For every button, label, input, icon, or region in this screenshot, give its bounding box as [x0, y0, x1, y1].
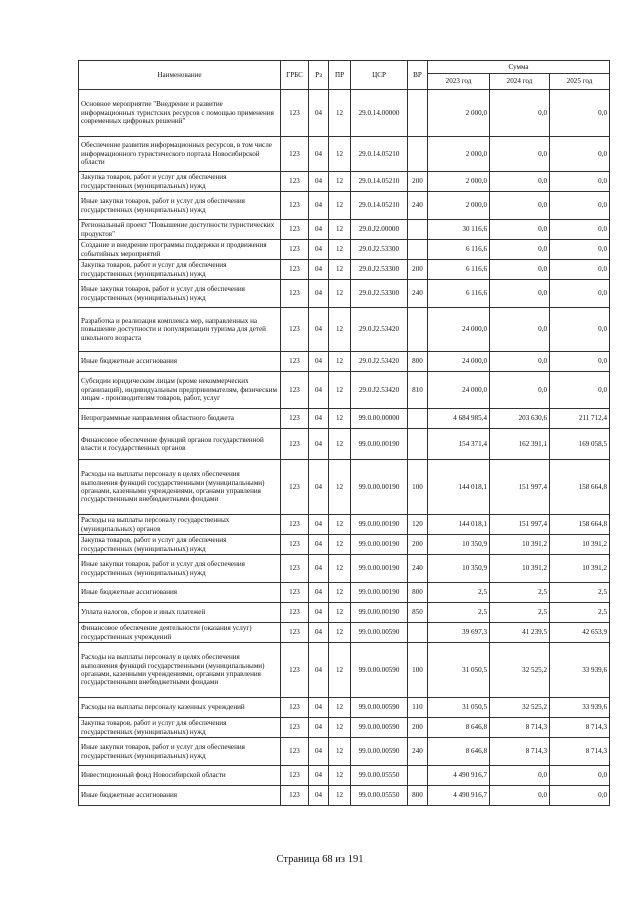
cell-y2: 0,0 [490, 308, 550, 352]
cell-y2: 0,0 [490, 372, 550, 409]
cell-pr: 12 [329, 90, 351, 137]
table-row [79, 172, 610, 192]
cell-csr: 29.0.14.05210 [351, 192, 408, 220]
cell-rz: 04 [309, 137, 329, 172]
cell-vr [408, 308, 428, 352]
cell-name: Инвестиционный фонд Новосибирской области [79, 766, 281, 786]
col-header-grbs: ГРБС [281, 61, 309, 90]
cell-pr: 12 [329, 603, 351, 623]
cell-y1: 39 697,3 [428, 623, 490, 643]
cell-y2: 2,5 [490, 583, 550, 603]
cell-pr: 12 [329, 308, 351, 352]
col-header-2024: 2024 год [490, 74, 550, 90]
cell-rz: 04 [309, 766, 329, 786]
col-header-2025: 2025 год [550, 74, 610, 90]
table-row [79, 555, 610, 583]
table-body [79, 90, 610, 806]
cell-y2: 0,0 [490, 172, 550, 192]
cell-y3: 33 939,6 [550, 643, 610, 698]
cell-csr: 99.0.00.00190 [351, 583, 408, 603]
cell-pr: 12 [329, 240, 351, 260]
cell-pr: 12 [329, 260, 351, 280]
cell-pr: 12 [329, 583, 351, 603]
cell-name: Иные закупки товаров, работ и услуг для обеспечения государственных (муниципальных) нужд [79, 555, 281, 583]
cell-vr: 850 [408, 603, 428, 623]
cell-grbs: 123 [281, 555, 309, 583]
cell-y3: 0,0 [550, 372, 610, 409]
cell-rz: 04 [309, 260, 329, 280]
cell-name: Создание и внедрение программы поддержки и продвижения событийных мероприятий [79, 240, 281, 260]
cell-rz: 04 [309, 718, 329, 738]
table-row [79, 603, 610, 623]
table-row [79, 260, 610, 280]
table-row [79, 429, 610, 460]
cell-grbs: 123 [281, 738, 309, 766]
cell-csr: 99.0.00.05550 [351, 786, 408, 806]
cell-vr [408, 766, 428, 786]
table-row [79, 137, 610, 172]
cell-vr [408, 623, 428, 643]
cell-y2: 0,0 [490, 766, 550, 786]
table-row [79, 718, 610, 738]
cell-y3: 158 664,8 [550, 460, 610, 515]
cell-y2: 8 714,3 [490, 718, 550, 738]
cell-vr: 240 [408, 192, 428, 220]
cell-y3: 0,0 [550, 220, 610, 240]
cell-name: Расходы на выплаты персоналу в целях обеспечения выполнения функций государственными (муниципальными) органами, казенными учреждениями, органами управления государственными внебюджетными фондами [79, 643, 281, 698]
cell-name: Иные закупки товаров, работ и услуг для обеспечения государственных (муниципальных) нужд [79, 280, 281, 308]
cell-y3: 2,5 [550, 583, 610, 603]
cell-csr: 99.0.00.00190 [351, 460, 408, 515]
table-row [79, 623, 610, 643]
cell-y3: 0,0 [550, 260, 610, 280]
cell-y3: 158 664,8 [550, 515, 610, 535]
cell-y2: 0,0 [490, 192, 550, 220]
cell-name: Субсидии юридическим лицам (кроме некоммерческих организаций), индивидуальным предпринимателям, физическим лицам - производителям товаров, работ, услуг [79, 372, 281, 409]
cell-grbs: 123 [281, 603, 309, 623]
cell-vr [408, 429, 428, 460]
table-row [79, 240, 610, 260]
cell-y1: 4 490 916,7 [428, 766, 490, 786]
cell-y3: 211 712,4 [550, 409, 610, 429]
cell-y1: 144 018,1 [428, 515, 490, 535]
cell-y3: 0,0 [550, 766, 610, 786]
col-header-pr: ПР [329, 61, 351, 90]
budget-table [78, 60, 610, 806]
cell-y1: 2 000,0 [428, 192, 490, 220]
cell-pr: 12 [329, 352, 351, 372]
cell-y2: 151 997,4 [490, 515, 550, 535]
cell-y1: 10 350,9 [428, 535, 490, 555]
cell-pr: 12 [329, 137, 351, 172]
cell-grbs: 123 [281, 718, 309, 738]
cell-grbs: 123 [281, 172, 309, 192]
cell-y1: 4 684 985,4 [428, 409, 490, 429]
cell-grbs: 123 [281, 308, 309, 352]
cell-pr: 12 [329, 429, 351, 460]
cell-pr: 12 [329, 409, 351, 429]
cell-vr [408, 409, 428, 429]
cell-pr: 12 [329, 535, 351, 555]
cell-vr: 240 [408, 280, 428, 308]
cell-rz: 04 [309, 623, 329, 643]
cell-y2: 0,0 [490, 260, 550, 280]
col-header-rz: Рз [309, 61, 329, 90]
cell-grbs: 123 [281, 90, 309, 137]
page-number: Страница 68 из 191 [276, 854, 364, 865]
table-row [79, 460, 610, 515]
cell-rz: 04 [309, 352, 329, 372]
cell-csr: 99.0.00.00590 [351, 698, 408, 718]
cell-y2: 41 239,5 [490, 623, 550, 643]
cell-y1: 31 050,5 [428, 643, 490, 698]
cell-pr: 12 [329, 172, 351, 192]
table-row [79, 515, 610, 535]
cell-pr: 12 [329, 280, 351, 308]
cell-name: Расходы на выплаты персоналу казенных учреждений [79, 698, 281, 718]
cell-csr: 29.0.14.05210 [351, 172, 408, 192]
cell-csr: 99.0.00.00190 [351, 535, 408, 555]
cell-y1: 8 646,8 [428, 718, 490, 738]
cell-pr: 12 [329, 192, 351, 220]
cell-vr: 240 [408, 555, 428, 583]
cell-y3: 10 391,2 [550, 535, 610, 555]
cell-y3: 2,5 [550, 603, 610, 623]
cell-y3: 0,0 [550, 308, 610, 352]
cell-grbs: 123 [281, 535, 309, 555]
cell-rz: 04 [309, 280, 329, 308]
table-row [79, 372, 610, 409]
cell-rz: 04 [309, 240, 329, 260]
cell-y1: 31 050,5 [428, 698, 490, 718]
cell-name: Расходы на выплаты персоналу государственных (муниципальных) органов [79, 515, 281, 535]
cell-y3: 0,0 [550, 90, 610, 137]
table-row [79, 90, 610, 137]
cell-pr: 12 [329, 515, 351, 535]
table-row [79, 766, 610, 786]
cell-y2: 32 525,2 [490, 643, 550, 698]
cell-csr: 29.0.J2.00000 [351, 220, 408, 240]
cell-pr: 12 [329, 555, 351, 583]
cell-y3: 8 714,3 [550, 718, 610, 738]
cell-vr [408, 137, 428, 172]
col-header-csr: ЦСР [351, 61, 408, 90]
cell-name: Закупка товаров, работ и услуг для обеспечения государственных (муниципальных) нужд [79, 718, 281, 738]
table-row [79, 352, 610, 372]
cell-pr: 12 [329, 623, 351, 643]
cell-pr: 12 [329, 786, 351, 806]
cell-rz: 04 [309, 409, 329, 429]
cell-y3: 0,0 [550, 240, 610, 260]
cell-name: Региональный проект "Повышение доступности туристических продуктов" [79, 220, 281, 240]
cell-vr: 200 [408, 172, 428, 192]
cell-name: Иные закупки товаров, работ и услуг для обеспечения государственных (муниципальных) нужд [79, 738, 281, 766]
cell-y2: 10 391,2 [490, 555, 550, 583]
col-header-vr: ВР [408, 61, 428, 90]
cell-grbs: 123 [281, 220, 309, 240]
cell-name: Разработка и реализация комплекса мер, направленных на повышение доступности и популяризации туризма для детей школьного возраста [79, 308, 281, 352]
cell-y3: 10 391,2 [550, 555, 610, 583]
cell-y2: 162 391,1 [490, 429, 550, 460]
cell-pr: 12 [329, 643, 351, 698]
cell-csr: 99.0.00.00590 [351, 718, 408, 738]
col-header-sum: Сумма [428, 61, 610, 74]
cell-y1: 10 350,9 [428, 555, 490, 583]
cell-csr: 99.0.00.00000 [351, 409, 408, 429]
cell-rz: 04 [309, 738, 329, 766]
cell-grbs: 123 [281, 192, 309, 220]
cell-grbs: 123 [281, 280, 309, 308]
cell-name: Уплата налогов, сборов и иных платежей [79, 603, 281, 623]
cell-vr: 240 [408, 738, 428, 766]
table-row [79, 280, 610, 308]
cell-rz: 04 [309, 192, 329, 220]
cell-y3: 0,0 [550, 192, 610, 220]
table-row [79, 583, 610, 603]
cell-rz: 04 [309, 460, 329, 515]
cell-grbs: 123 [281, 460, 309, 515]
cell-rz: 04 [309, 308, 329, 352]
cell-rz: 04 [309, 429, 329, 460]
cell-grbs: 123 [281, 352, 309, 372]
cell-csr: 29.0.J2.53300 [351, 280, 408, 308]
cell-rz: 04 [309, 698, 329, 718]
cell-vr: 800 [408, 583, 428, 603]
cell-rz: 04 [309, 603, 329, 623]
cell-csr: 29.0.14.05210 [351, 137, 408, 172]
cell-y2: 10 391,2 [490, 535, 550, 555]
cell-csr: 99.0.00.00590 [351, 623, 408, 643]
cell-pr: 12 [329, 718, 351, 738]
cell-name: Закупка товаров, работ и услуг для обеспечения государственных (муниципальных) нужд [79, 260, 281, 280]
cell-rz: 04 [309, 90, 329, 137]
cell-y1: 24 000,0 [428, 352, 490, 372]
cell-grbs: 123 [281, 409, 309, 429]
table-row [79, 192, 610, 220]
cell-rz: 04 [309, 535, 329, 555]
cell-csr: 99.0.00.00590 [351, 738, 408, 766]
cell-rz: 04 [309, 555, 329, 583]
cell-vr: 100 [408, 643, 428, 698]
cell-vr: 200 [408, 535, 428, 555]
cell-grbs: 123 [281, 583, 309, 603]
cell-name: Иные бюджетные ассигнования [79, 352, 281, 372]
cell-y3: 0,0 [550, 352, 610, 372]
cell-csr: 99.0.00.00190 [351, 429, 408, 460]
cell-rz: 04 [309, 583, 329, 603]
cell-y1: 6 116,6 [428, 260, 490, 280]
cell-y2: 0,0 [490, 220, 550, 240]
cell-csr: 29.0.J2.53420 [351, 352, 408, 372]
cell-csr: 29.0.J2.53300 [351, 260, 408, 280]
cell-name: Основное мероприятие "Внедрение и развитие информационных туристских ресурсов с помощью применения современных цифровых решений" [79, 90, 281, 137]
table-row [79, 698, 610, 718]
cell-name: Иные закупки товаров, работ и услуг для обеспечения государственных (муниципальных) нужд [79, 192, 281, 220]
cell-y2: 32 525,2 [490, 698, 550, 718]
cell-vr [408, 90, 428, 137]
cell-pr: 12 [329, 698, 351, 718]
cell-y2: 8 714,3 [490, 738, 550, 766]
col-header-2023: 2023 год [428, 74, 490, 90]
cell-name: Закупка товаров, работ и услуг для обеспечения государственных (муниципальных) нужд [79, 172, 281, 192]
cell-rz: 04 [309, 220, 329, 240]
cell-name: Закупка товаров, работ и услуг для обеспечения государственных (муниципальных) нужд [79, 535, 281, 555]
cell-csr: 99.0.00.00190 [351, 555, 408, 583]
cell-csr: 99.0.00.00190 [351, 603, 408, 623]
cell-pr: 12 [329, 220, 351, 240]
cell-rz: 04 [309, 372, 329, 409]
cell-csr: 99.0.00.00190 [351, 515, 408, 535]
cell-y2: 0,0 [490, 90, 550, 137]
budget-table-container [78, 60, 609, 806]
table-row [79, 786, 610, 806]
cell-y2: 2,5 [490, 603, 550, 623]
cell-grbs: 123 [281, 240, 309, 260]
cell-vr: 200 [408, 718, 428, 738]
cell-y2: 151 997,4 [490, 460, 550, 515]
cell-grbs: 123 [281, 698, 309, 718]
cell-vr: 200 [408, 260, 428, 280]
cell-name: Непрограммные направления областного бюджета [79, 409, 281, 429]
cell-rz: 04 [309, 643, 329, 698]
cell-pr: 12 [329, 372, 351, 409]
table-row [79, 738, 610, 766]
cell-csr: 99.0.00.05550 [351, 766, 408, 786]
cell-vr: 100 [408, 460, 428, 515]
cell-rz: 04 [309, 786, 329, 806]
cell-y3: 0,0 [550, 172, 610, 192]
cell-y1: 2 000,0 [428, 172, 490, 192]
cell-y1: 2 000,0 [428, 90, 490, 137]
cell-grbs: 123 [281, 643, 309, 698]
cell-y3: 8 714,3 [550, 738, 610, 766]
cell-name: Финансовое обеспечение деятельности (оказания услуг) государственных учреждений [79, 623, 281, 643]
cell-y1: 24 000,0 [428, 372, 490, 409]
cell-grbs: 123 [281, 623, 309, 643]
cell-vr: 800 [408, 352, 428, 372]
cell-y2: 0,0 [490, 137, 550, 172]
cell-csr: 29.0.14.00000 [351, 90, 408, 137]
cell-rz: 04 [309, 515, 329, 535]
cell-y1: 8 646,8 [428, 738, 490, 766]
cell-y3: 42 653,9 [550, 623, 610, 643]
cell-y1: 154 371,4 [428, 429, 490, 460]
table-row [79, 308, 610, 352]
table-row [79, 409, 610, 429]
cell-grbs: 123 [281, 429, 309, 460]
cell-vr: 120 [408, 515, 428, 535]
cell-rz: 04 [309, 172, 329, 192]
cell-csr: 99.0.00.00590 [351, 643, 408, 698]
cell-y2: 0,0 [490, 352, 550, 372]
cell-y3: 169 058,5 [550, 429, 610, 460]
cell-vr: 810 [408, 372, 428, 409]
cell-grbs: 123 [281, 137, 309, 172]
cell-y2: 0,0 [490, 240, 550, 260]
cell-pr: 12 [329, 766, 351, 786]
table-row [79, 535, 610, 555]
cell-y1: 144 018,1 [428, 460, 490, 515]
cell-grbs: 123 [281, 372, 309, 409]
cell-y1: 2,5 [428, 603, 490, 623]
cell-y3: 33 939,6 [550, 698, 610, 718]
cell-y1: 2,5 [428, 583, 490, 603]
cell-grbs: 123 [281, 515, 309, 535]
cell-y2: 0,0 [490, 280, 550, 308]
cell-grbs: 123 [281, 260, 309, 280]
cell-grbs: 123 [281, 766, 309, 786]
cell-csr: 29.0.J2.53300 [351, 240, 408, 260]
col-header-name: Наименование [79, 61, 281, 90]
cell-name: Иные бюджетные ассигнования [79, 786, 281, 806]
cell-csr: 29.0.J2.53420 [351, 372, 408, 409]
cell-vr: 800 [408, 786, 428, 806]
cell-y1: 30 116,6 [428, 220, 490, 240]
cell-y3: 0,0 [550, 786, 610, 806]
cell-name: Обеспечение развития информационных ресурсов, в том числе информационного туристического портала Новосибирской области [79, 137, 281, 172]
cell-grbs: 123 [281, 786, 309, 806]
cell-name: Иные бюджетные ассигнования [79, 583, 281, 603]
cell-csr: 29.0.J2.53420 [351, 308, 408, 352]
cell-vr [408, 220, 428, 240]
cell-y1: 4 490 916,7 [428, 786, 490, 806]
cell-y2: 0,0 [490, 786, 550, 806]
cell-y2: 203 630,6 [490, 409, 550, 429]
cell-y3: 0,0 [550, 137, 610, 172]
cell-y3: 0,0 [550, 280, 610, 308]
table-row [79, 220, 610, 240]
cell-y1: 6 116,6 [428, 280, 490, 308]
table-row [79, 643, 610, 698]
cell-vr [408, 240, 428, 260]
cell-name: Расходы на выплаты персоналу в целях обеспечения выполнения функций государственными (муниципальными) органами, казенными учреждениями, органами управления государственными внебюджетными фондами [79, 460, 281, 515]
cell-y1: 6 116,6 [428, 240, 490, 260]
cell-y1: 24 000,0 [428, 308, 490, 352]
cell-name: Финансовое обеспечение функций органов государственной власти и государственных органов [79, 429, 281, 460]
cell-y1: 2 000,0 [428, 137, 490, 172]
cell-vr: 110 [408, 698, 428, 718]
cell-pr: 12 [329, 460, 351, 515]
cell-pr: 12 [329, 738, 351, 766]
